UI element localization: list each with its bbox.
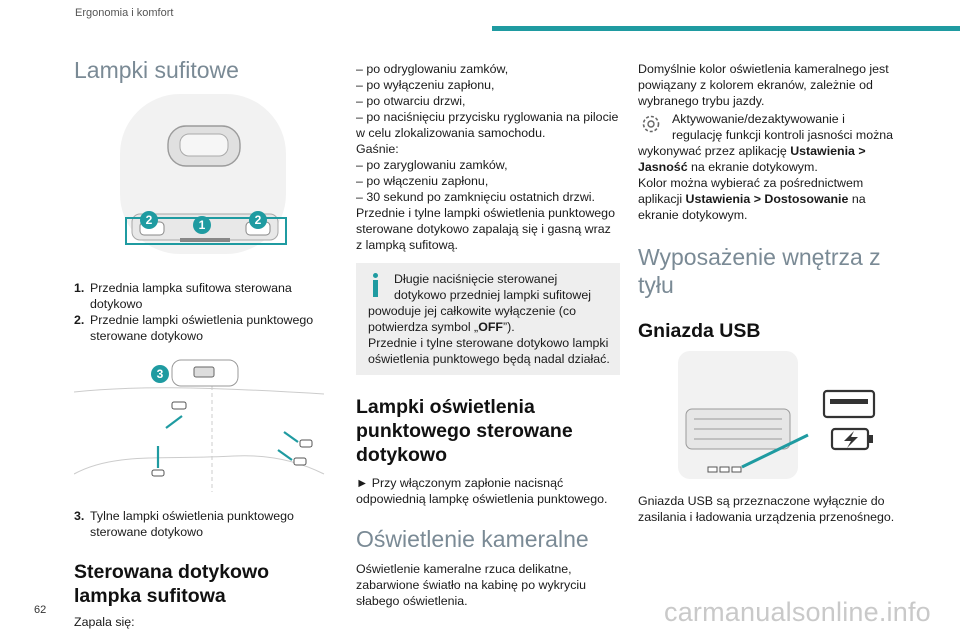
list-item: – po zaryglowaniu zamków, (356, 158, 508, 172)
settings-note: Aktywowanie/dezaktywowanie i regulację funkcji kontroli jasności można wykonywać przez aplikację Ustawienia > Jasność na ekranie dotykowym. (638, 112, 894, 174)
lights-on-label: Zapala się: (74, 615, 135, 629)
list-item: 1. Przednia lampka sufitowa sterowana dotykowo (74, 281, 292, 311)
note-text: Przednie i tylne lampki oświetlenia punktowego sterowane dotykowo zapalają się i gasną wraz z lampką sufitową. (356, 206, 615, 252)
section-title: Wyposażenie wnętrza z tyłu (638, 244, 881, 298)
section-title: Oświetlenie kameralne (356, 526, 589, 552)
list-item: – 30 sekund po zamknięciu ostatnich drzwi. (356, 190, 595, 204)
body-text: Gniazda USB są przeznaczone wyłącznie do zasilania i ładowania urządzenia przenośnego. (638, 494, 895, 524)
marker-1-label: 1 (198, 218, 206, 232)
body-text: Domyślnie kolor oświetlenia kameralnego jest powiązany z kolorem ekranów, zależnie od wybranego trybu jazdy. (638, 62, 889, 108)
column-3: Domyślnie kolor oświetlenia kameralnego jest powiązany z kolorem ekranów, zależnie od wybranego trybu jazdy. Aktywowanie/dezaktywowanie i regulację funkcji kontroli jasności można wykonywać przez aplikację Ustawienia > Jasność na ekranie dotykowym. Kolor można wybierać za pośrednictwem aplikacji Ustawienia > Dostosowanie na ekranie dotykowym. Wyposażenie wnętrza z tyłu Gniazda USB Gniazda USB są przeznaczone wyłącznie do zasilania i ładowania urządzenia przenośnego. (638, 61, 898, 525)
section-header: Ergonomia i komfort (75, 7, 174, 19)
list-item: – po odryglowaniu zamków, (356, 62, 509, 76)
subsection-title: Sterowana dotykowo lampka sufitowa (74, 561, 270, 607)
column-2 (356, 61, 620, 609)
subsection-title: Lampki oświetlenia punktowego sterowane dotykowo (356, 396, 573, 466)
marker-2-left-label: 2 (145, 213, 153, 227)
column-1 (74, 56, 332, 630)
list-item: – po otwarciu drzwi, (356, 94, 466, 108)
usb-sockets-figure (638, 351, 888, 483)
list-item: 3. Tylne lampki oświetlenia punktowego sterowane dotykowo (74, 509, 294, 539)
marker-3-label: 3 (156, 367, 164, 381)
watermark: carmanualsonline.info (664, 597, 931, 627)
marker-2-right-label: 2 (254, 213, 262, 227)
body-text: Oświetlenie kameralne rzuca delikatne, zabarwione światło na kabinę po wykryciu słabego oświetlenia. (356, 562, 587, 608)
info-box: Długie naciśnięcie sterowanej dotykowo przedniej lampki sufitowej powoduje jej całkowite wyłączenie (co potwierdza symbol „OFF”). Przednie i tylne sterowane dotykowo lampki oświetlenia punktowego będą nadal działać. (356, 263, 620, 375)
list-item: 2. Przednie lampki oświetlenia punktowego sterowane dotykowo (74, 313, 314, 343)
off-label: Gaśnie: (356, 142, 399, 156)
accent-bar (492, 26, 960, 31)
list-item: – po wyłączeniu zapłonu, (356, 78, 495, 92)
instruction-text: ► Przy włączonym zapłonie nacisnąć odpowiednią lampkę oświetlenia punktowego. (356, 476, 608, 506)
list-item: – po włączeniu zapłonu, (356, 174, 489, 188)
rear-spot-lights-figure (74, 356, 332, 496)
gear-icon (638, 111, 664, 137)
list-item: – po naciśnięciu przycisku ryglowania na pilocie w celu zlokalizowania samochodu. (356, 110, 619, 140)
section-title: Lampki sufitowe (74, 57, 239, 83)
info-icon (368, 271, 384, 297)
subsection-title: Gniazda USB (638, 320, 761, 342)
page-number: 62 (34, 604, 47, 616)
front-ceiling-lights-figure (74, 90, 332, 260)
